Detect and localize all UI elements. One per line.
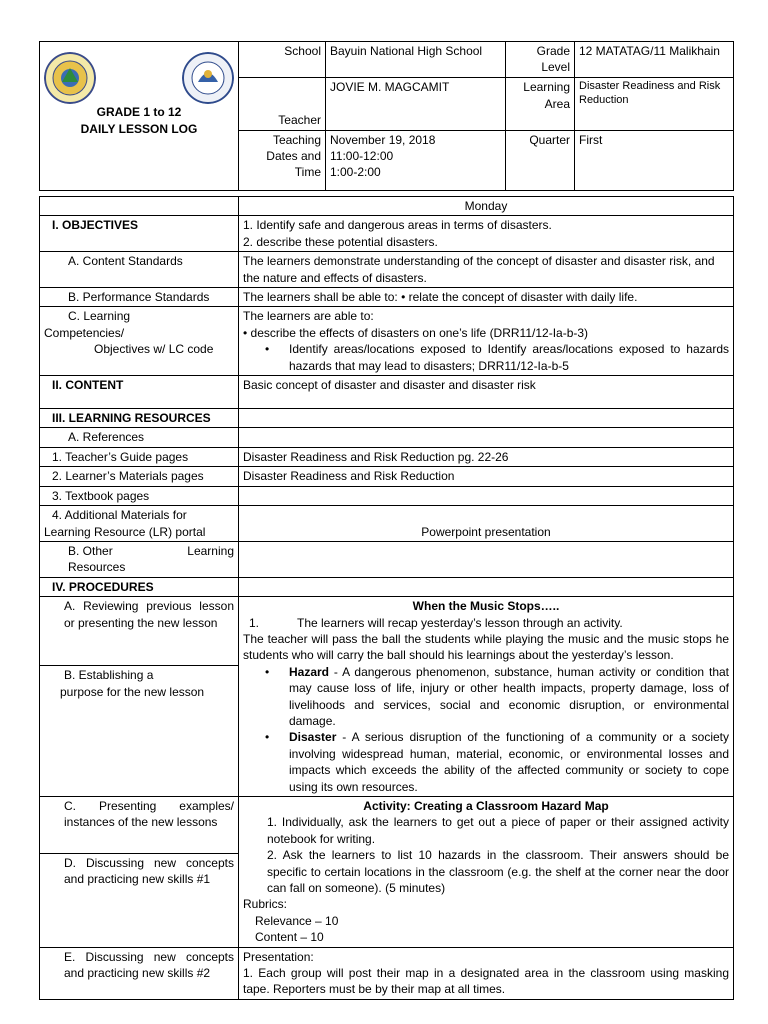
dates-label: Teaching Dates and Time — [239, 130, 326, 190]
procedure-a-label: A. Reviewing previous lesson or presenting the new lesson — [40, 597, 239, 666]
additional-materials-label: 4. Additional Materials for Learning Resource (LR) portal — [40, 506, 239, 542]
teachers-guide-value: Disaster Readiness and Risk Reduction pg. 22-26 — [239, 447, 734, 466]
procedure-d-label: D. Discussing new concepts and practicing new skills #1 — [40, 854, 239, 948]
learners-materials-value: Disaster Readiness and Risk Reduction — [239, 467, 734, 486]
competencies-value: The learners are able to: • describe the effects of disasters on one’s life (DRR11/12-Ia-b-3) • Identify areas/locations exposed to Identify areas/locations exposed to hazards hazards that may lead to disasters; DRR11/12-Ia-b-5 — [239, 307, 734, 376]
procedure-ab-content: When the Music Stops….. 1. The learners will recap yesterday’s lesson through an activity. The teacher will pass the ball the students while playing the music and the music stops he students who will carry the ball should his learnings about the yesterday’s lesson. • Hazard - A dangerous phenomenon, substance, human activity or condition that may cause loss of life, injury or other health impacts, property damage, loss of livelihoods and services, social and economic disruption, or environmental damage. • Disaster - A serious disruption of the functioning of a community or a society involving widespread human, material, economic, or environmental losses and impacts which exceeds the ability of the affected community or society to cope using its own resources. — [239, 597, 734, 797]
procedure-e-label: E. Discussing new concepts and practicing new skills #2 — [40, 947, 239, 999]
learners-materials-label: 2. Learner’s Materials pages — [40, 467, 239, 486]
log-title-line1: GRADE 1 to 12 — [96, 105, 182, 120]
grade-label: Grade Level — [506, 42, 575, 78]
dates-value: November 19, 2018 11:00-12:00 1:00-2:00 — [326, 130, 506, 190]
competencies-label: C. Learning Competencies/ Objectives w/ LC code — [40, 307, 239, 376]
procedures-label: IV. PROCEDURES — [40, 577, 239, 596]
quarter-label: Quarter — [506, 130, 575, 190]
blank-corner — [40, 197, 239, 216]
procedure-c-label: C. Presenting examples/ instances of the new lessons — [40, 797, 239, 854]
teacher-value: JOVIE M. MAGCAMIT — [326, 78, 506, 130]
learning-resources-label: III. LEARNING RESOURCES — [40, 409, 239, 428]
performance-standards-value: The learners shall be able to: • relate the concept of disaster with daily life. — [239, 288, 734, 307]
textbook-label: 3. Textbook pages — [40, 486, 239, 505]
objectives-value: 1. Identify safe and dangerous areas in terms of disasters. 2. describe these potential disasters. — [239, 216, 734, 252]
teacher-label: Teacher — [239, 78, 326, 130]
hazard-map-title: Activity: Creating a Classroom Hazard Map — [363, 799, 609, 813]
content-label: II. CONTENT — [40, 376, 239, 409]
grade-value: 12 MATATAG/11 Malikhain — [575, 42, 734, 78]
log-title-cell — [40, 42, 239, 191]
additional-materials-value: Powerpoint presentation — [239, 506, 734, 542]
music-activity-title: When the Music Stops….. — [412, 599, 560, 614]
teachers-guide-label: 1. Teacher’s Guide pages — [40, 447, 239, 466]
references-label: A. References — [40, 428, 239, 447]
procedure-cd-content: Activity: Creating a Classroom Hazard Map 1. Individually, ask the learners to get out a piece of paper or their assigned activity notebook for writing. 2. Ask the learners to list 10 hazards in the classroom. Their answers should be specific to certain locations in the classroom (e.g. the shelf at the corner near the door can fall on someone). (5 minutes) Rubrics: Relevance – 10 Content – 10 — [239, 797, 734, 948]
content-standards-label: A. Content Standards — [40, 252, 239, 288]
objectives-label: I. OBJECTIVES — [40, 216, 239, 252]
content-standards-value: The learners demonstrate understanding of the concept of disaster and disaster risk, and the nature and effects of disasters. — [239, 252, 734, 288]
school-value: Bayuin National High School — [326, 42, 506, 78]
procedure-e-content: Presentation: 1. Each group will post their map in a designated area in the classroom using masking tape. Reporters must be by their map at all times. — [239, 947, 734, 999]
day-header: Monday — [239, 197, 734, 216]
other-resources-label: B. Other Learning Resources — [40, 541, 239, 577]
log-title-line2: DAILY LESSON LOG — [80, 121, 198, 136]
content-value: Basic concept of disaster and disaster and disaster risk — [239, 376, 734, 409]
header-table — [39, 41, 734, 191]
procedure-b-label: B. Establishing a purpose for the new lesson — [40, 666, 239, 797]
lesson-table — [39, 196, 734, 1000]
area-label: Learning Area — [506, 78, 575, 130]
performance-standards-label: B. Performance Standards — [40, 288, 239, 307]
quarter-value: First — [575, 130, 734, 190]
school-label: School — [239, 42, 326, 78]
area-value: Disaster Readiness and Risk Reduction — [575, 78, 734, 130]
